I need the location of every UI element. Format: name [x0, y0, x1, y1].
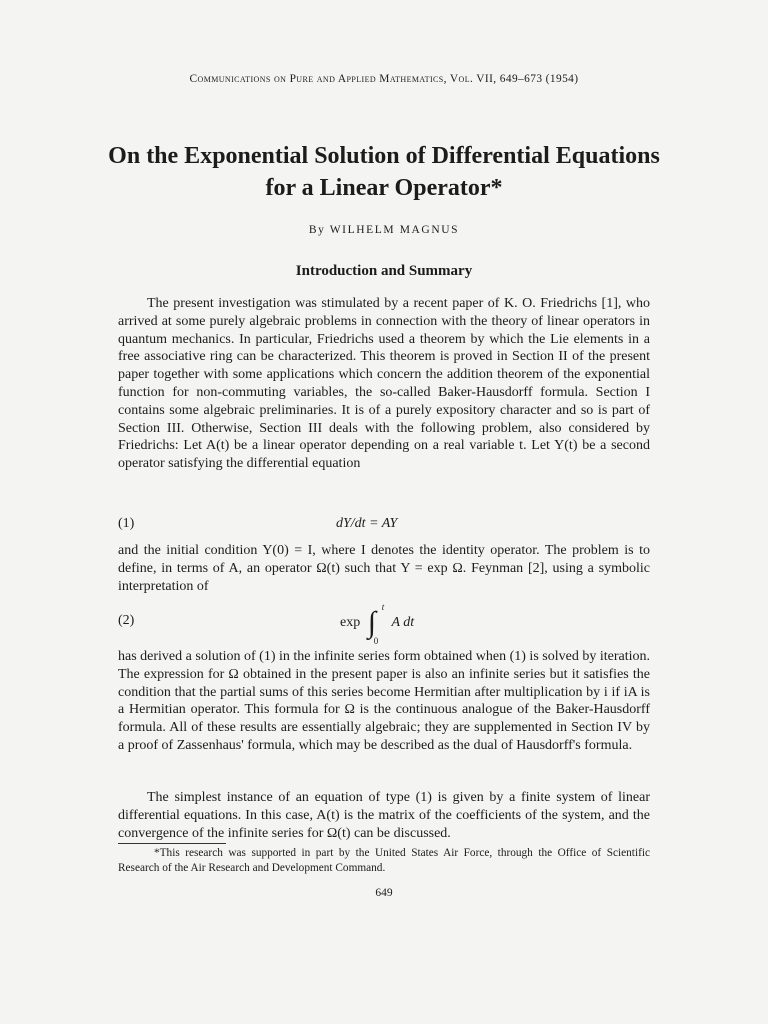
equation-1-label: (1)	[118, 516, 135, 531]
page-number: 649	[375, 887, 393, 899]
body-paragraph-4: The simplest instance of an equation of type (1) is given by a finite system of linear differential equations. In this case, A(t) is the matrix of the coefficients of the system, and the convergence of the infinite series for Ω(t) can be discussed.	[118, 790, 650, 841]
journal-header: Communications on Pure and Applied Mathematics, Vol. VII, 649–673 (1954)	[189, 73, 579, 85]
equation-2	[340, 602, 415, 646]
body-paragraph-3: has derived a solution of (1) in the infinite series form obtained when (1) is solved by iteration. The expression for Ω obtained in the present paper is also an infinite series but it satisfies the condition that the partial sums of this series become Hermitian after multiplication by i if iA is a Hermitian operator. This formula for Ω is the continuous analogue of the Baker-Hausdorff formula. All of these results are essentially algebraic; they are supplemented in Section IV by a proof of Zassenhaus' formula, which may be described as the dual of Hausdorff's formula.	[118, 649, 650, 753]
integral-upper-limit: t	[381, 602, 385, 612]
body-paragraph-2: and the initial condition Y(0) = I, where I denotes the identity operator. The problem is to define, in terms of A, an operator Ω(t) such that Y = exp Ω. Feynman [2], using a symbolic interpretation of	[118, 543, 650, 594]
equation-2-label: (2)	[118, 613, 135, 628]
footnote: *This research was supported in part by the United States Air Force, through the Office of Scientific Research of the Air Research and Development Command.	[118, 847, 650, 874]
integral-symbol: ∫	[367, 606, 376, 639]
equation-2-exp: exp	[340, 615, 361, 630]
integral-sign	[367, 602, 385, 646]
equation-1: dY/dt = AY	[336, 516, 398, 531]
article-title: On the Exponential Solution of Differential Equations for a Linear Operator*	[108, 143, 660, 201]
article-author: By WILHELM MAGNUS	[308, 224, 460, 236]
integral-lower-limit: 0	[373, 636, 379, 646]
body-paragraph-1: The present investigation was stimulated by a recent paper of K. O. Friedrichs [1], who arrived at some purely algebraic problems in connection with the theory of linear operators in quantum mechanics. In particular, Friedrichs used a theorem by which the Lie elements in a free associative ring can be characterized. This theorem is proved in Section II of the present paper together with some applications which concern the addition theorem of the exponential function for non-commuting variables, the so-called Baker-Hausdorff formula. Section I contains some algebraic preliminaries. It is of a purely expository character and so is part of Section III. Otherwise, Section III deals with the following problem, also considered by Friedrichs: Let A(t) be a linear operator depending on a real variable t. Let Y(t) be a second operator satisfying the differential equation	[118, 296, 650, 472]
equation-2-integrand: A dt	[391, 615, 415, 630]
section-heading: Introduction and Summary	[295, 263, 473, 279]
footnote-divider	[118, 843, 226, 844]
